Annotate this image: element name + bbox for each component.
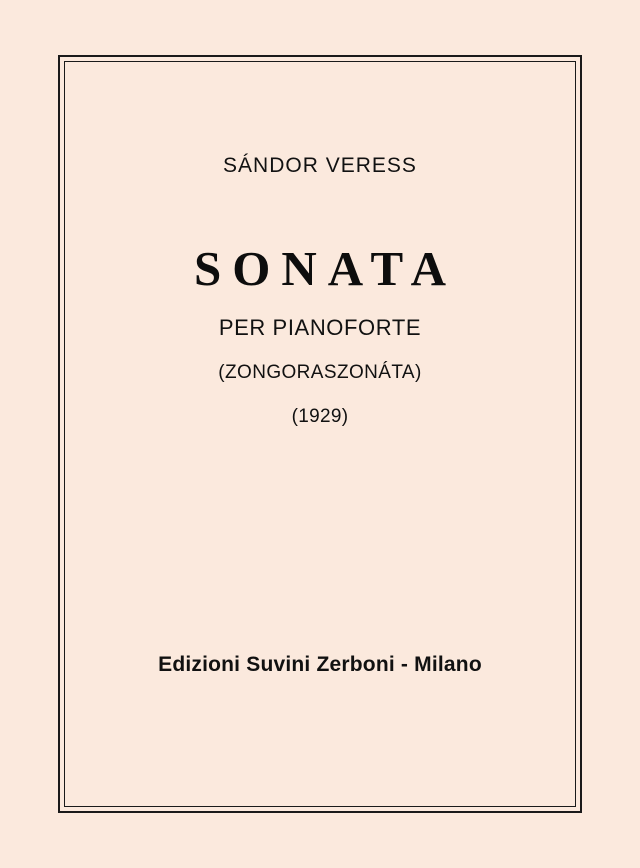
- publisher-imprint: Edizioni Suvini Zerboni - Milano: [158, 653, 482, 676]
- composer-name: SÁNDOR VERESS: [223, 154, 417, 177]
- composition-year: (1929): [291, 406, 349, 427]
- work-title: SONATA: [194, 241, 457, 296]
- cover-content: [64, 61, 576, 807]
- work-alternate-title: (ZONGORASZONÁTA): [218, 362, 422, 383]
- work-subtitle: PER PIANOFORTE: [218, 315, 422, 340]
